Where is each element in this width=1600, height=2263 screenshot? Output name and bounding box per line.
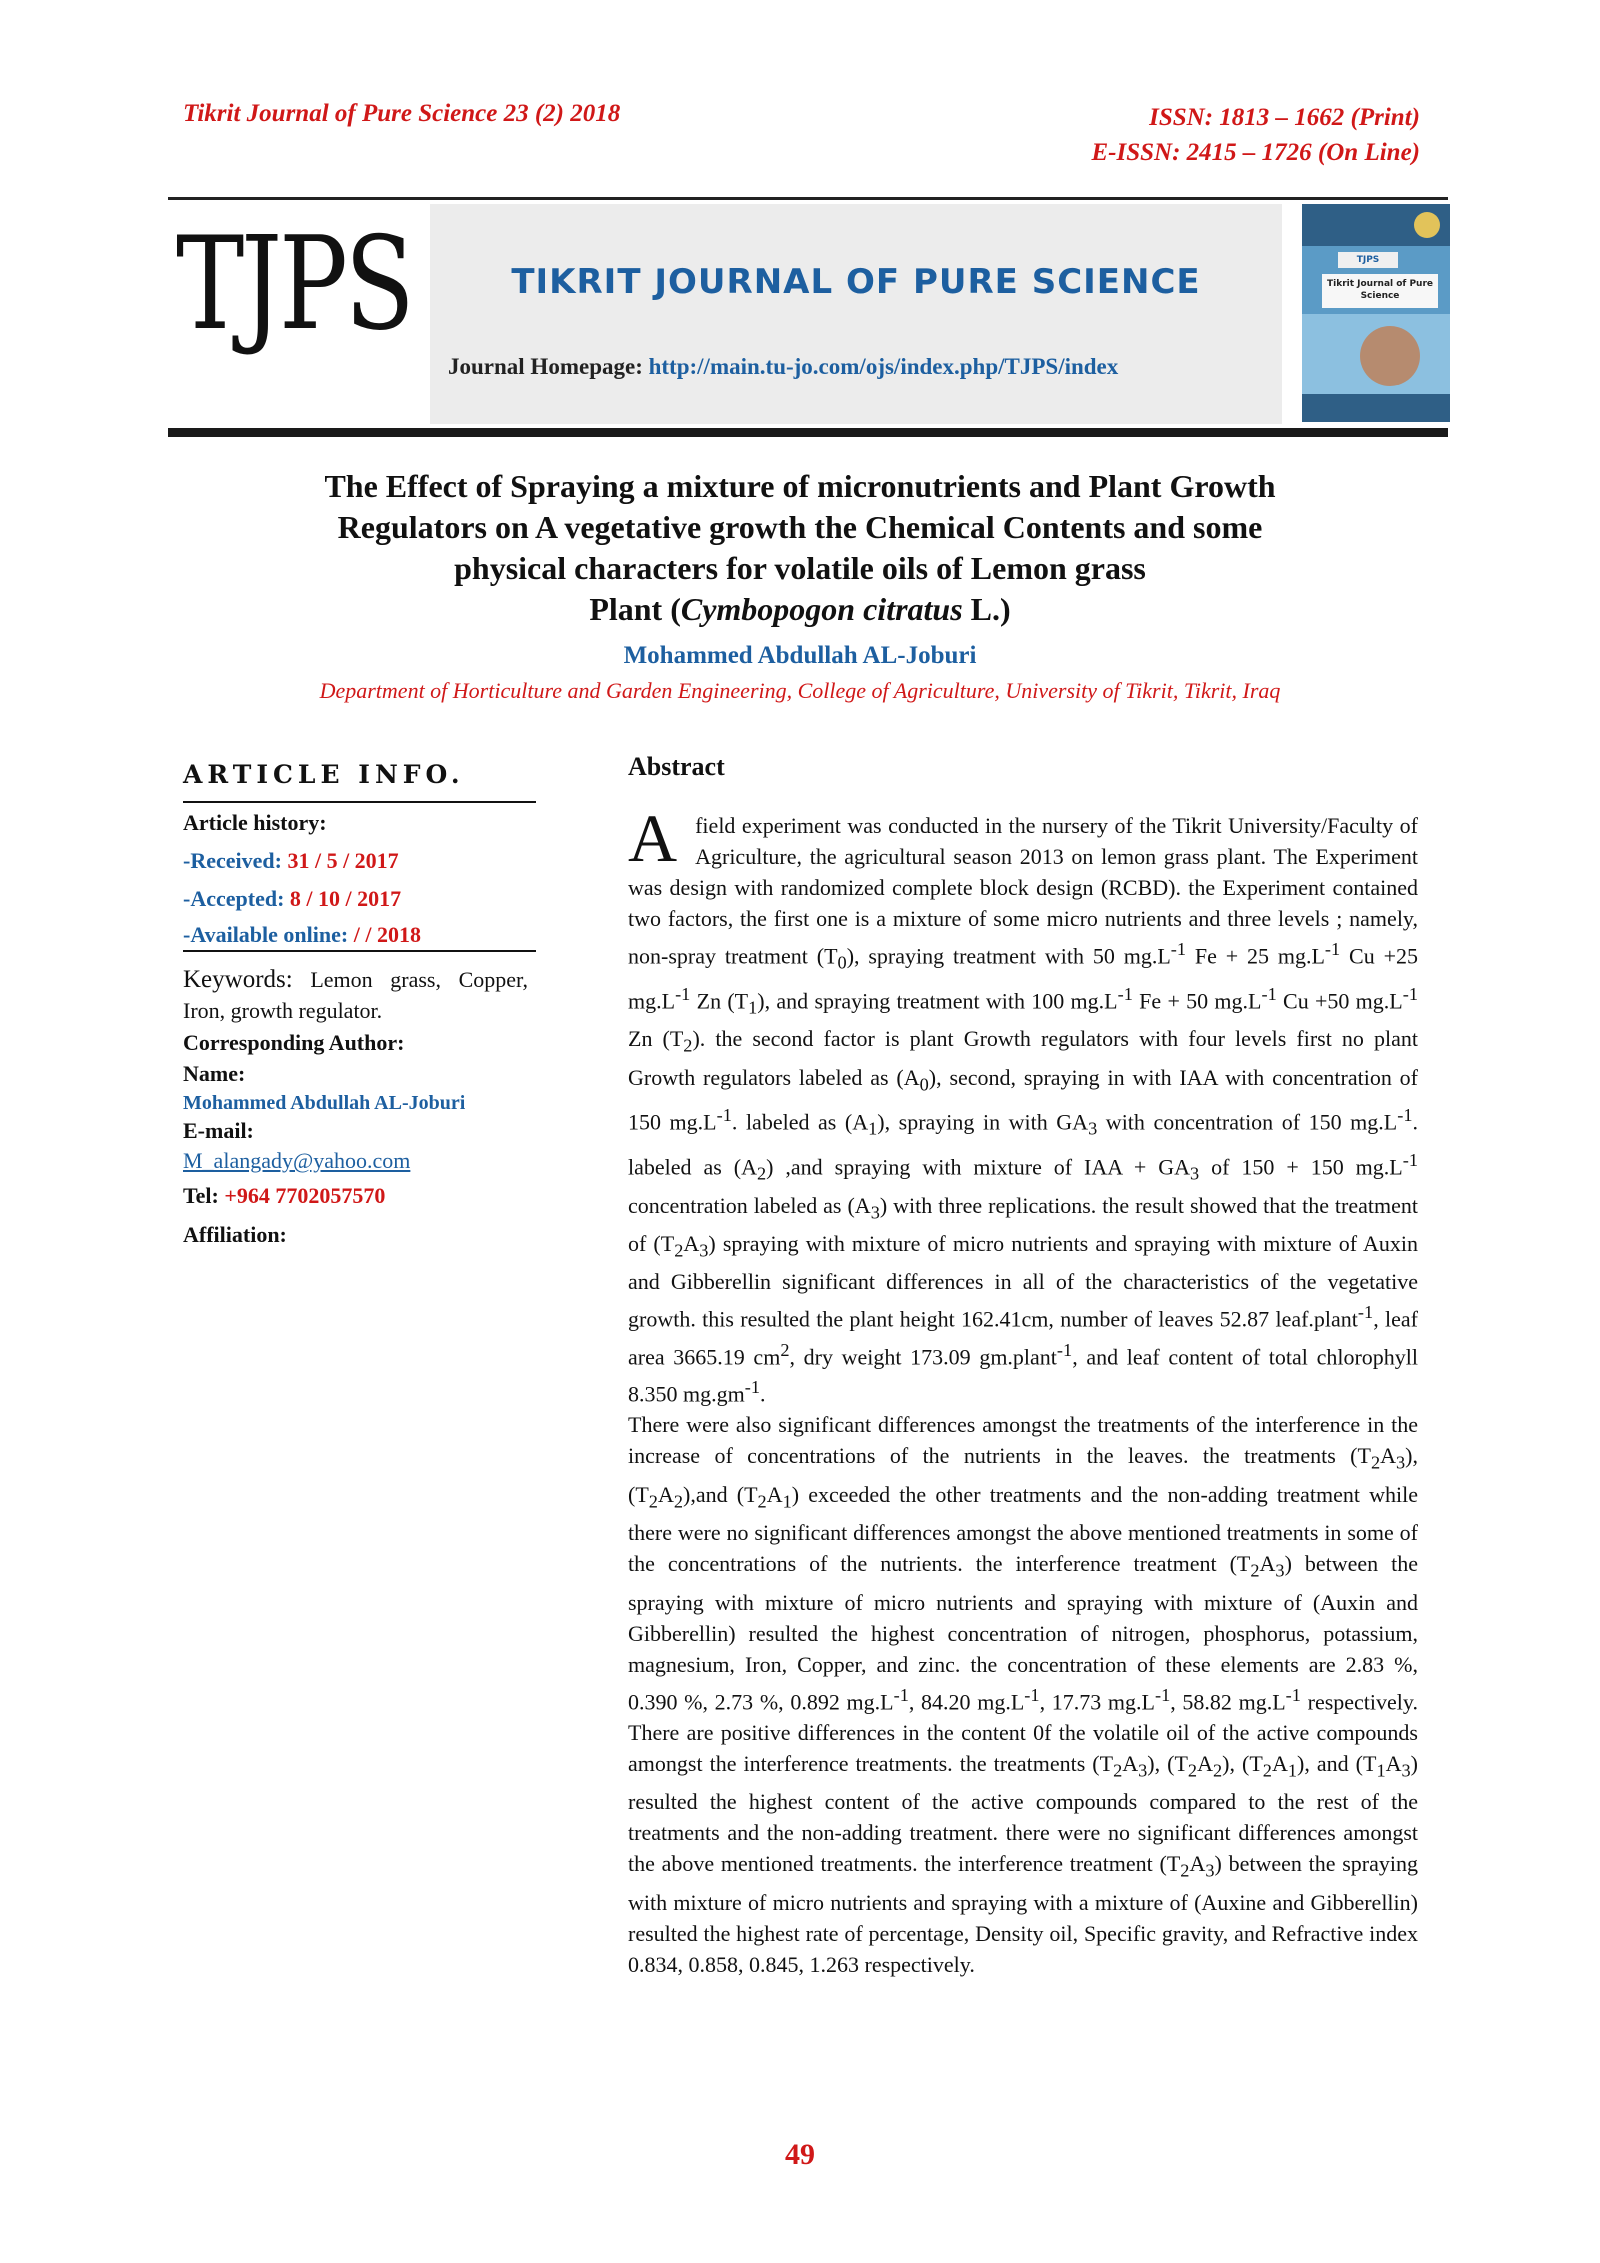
paper-title: The Effect of Spraying a mixture of micronutrients and Plant Growth Regulators on A vegetative growth the Chemical Contents and some physical characters for volatile oils of Lemon grass Plant (Cymbopogon citratus L.) (324, 468, 1276, 627)
keywords-list: Lemon grass, Copper, Iron, growth regulator. (183, 967, 528, 1023)
journal-name: TIKRIT JOURNAL OF PURE SCIENCE (511, 262, 1201, 302)
author-name: Mohammed Abdullah AL-Joburi (623, 642, 977, 669)
affiliation-label: Affiliation: (183, 1222, 287, 1247)
journal-homepage (448, 354, 1118, 380)
issn-print: ISSN: 1813 – 1662 (Print) (1149, 104, 1420, 131)
online-date: -Available online: / / 2018 (183, 922, 421, 947)
homepage-label: Journal Homepage: (448, 354, 643, 379)
abstract-paragraph-1: Afield experiment was conducted in the nursery of the Tikrit University/Faculty of Agriculture, the agricultural season 2013 on lemon grass plant. The Experiment was design with randomized complete block design (RCBD). the Experiment contained two factors, the first one is a mixture of some micro nutrients and three levels ; namely, non-spray treatment $(T_0)$, spraying treatment with 50 $mg.L^{-1}$ Fe + 25 $mg.L^{-1}$ Cu +25 $mg.L^{-1}$ Zn $(T_1)$, and spraying treatment with 100 $mg.L^{-1}$ Fe + 50 $mg.L^{-1}$ Cu +50 $mg.L^{-1}$ Zn $(T_2)$. the second factor is plant Growth regulators with four levels first no plant Growth regulators labeled as $(A_0)$, second, spraying in with IAA with concentration of 150 $mg.L^{-1}$. labeled as $(A_1)$, spraying in with $GA_3$ with concentration of 150 $mg.L^{-1}$. labeled as $(A_2)$ ,and spraying with mixture of IAA + $GA_3$ of 150 + 150 $mg.L^{-1}$ concentration labeled as $(A_3)$ with three replications. the result showed that the treatment of $(T_2A_3)$ spraying with mixture of micro nutrients and spraying with mixture of Auxin and Gibberellin significant differences in all of the characteristics of the vegetative growth. this resulted the plant height 162.41cm, number of leaves 52.87 leaf.plant$^{-1}$, leaf area 3665.19 $cm^2$, dry weight 173.09 gm.plant$^{-1}$, and leaf content of total chlorophyll 8.350 $mg.gm^{-1}$. (628, 800, 1419, 1407)
journal-logo: TJPS (176, 210, 412, 359)
author-affiliation: Department of Horticulture and Garden Engineering, College of Agriculture, University of Tikrit, Tikrit, Iraq (319, 678, 1281, 703)
masthead-banner (430, 204, 1282, 424)
header-rule (168, 197, 1448, 200)
cover-tag: TJPS (1338, 252, 1398, 268)
journal-cover-image (1302, 204, 1450, 422)
masthead-rule (168, 428, 1448, 437)
keywords (183, 964, 528, 1026)
keywords-label: Keywords: (183, 966, 293, 993)
article-history-label: Article history: (183, 810, 327, 835)
corresponding-name: Mohammed Abdullah AL-Joburi (183, 1092, 466, 1114)
abstract-body (628, 800, 1419, 1980)
article-info-heading: ARTICLE INFO. (183, 760, 465, 789)
cover-title: Tikrit Journal of Pure Science (1322, 274, 1438, 308)
issn-online: E-ISSN: 2415 – 1726 (On Line) (1091, 139, 1420, 166)
abstract-heading: Abstract (628, 752, 725, 781)
corresponding-author-label: Corresponding Author: (183, 1030, 405, 1055)
homepage-link[interactable]: http://main.tu-jo.com/ojs/index.php/TJPS/index (648, 354, 1119, 379)
received-date: -Received: 31 / 5 / 2017 (183, 848, 399, 873)
abstract-paragraph-2: There were also significant differences amongst the treatments of the interference in the increase of concentrations of the nutrients in the leaves. the treatments $(T_2A_3)$, $(T_2A_2),and$ $(T_2A_1)$ exceeded the other treatments and the non-adding treatment while there were no significant differences amongst the above mentioned treatments in some of the concentrations of the nutrients. the interference treatment $(T_2A_3)$ between the spraying with mixture of micro nutrients and spraying with mixture of (Auxin and Gibberellin) resulted the highest concentration of nitrogen, phosphorus, potassium, magnesium, Iron, Copper, and zinc. the concentration of these elements are 2.83 %, 0.390 %, 2.73 %, 0.892 $mg.L^{-1}$, 84.20 $mg.L^{-1}$, 17.73 $mg.L^{-1}$, 58.82 $mg.L^{-1}$ respectively. There are positive differences in the content 0f the volatile oil of the active compounds amongst the interference treatments. the treatments $(T_2A_3)$, $(T_2A_2)$, $(T_2A_1)$, and $(T_1A_3)$ resulted the highest content of the active compounds compared to the rest of the treatments and the non-adding treatment. there were no significant differences amongst the above mentioned treatments. the interference treatment $(T_2A_3)$ between the spraying with mixture of micro nutrients and spraying with a mixture of (Auxine and Gibberellin) resulted the highest rate of percentage, Density oil, Specific gravity, and Refractive index 0.834, 0.858, 0.845, 1.263 respectively. (628, 1412, 1419, 1977)
email-label: E-mail: (183, 1118, 254, 1143)
crest-icon (1414, 212, 1440, 238)
issn-block (1092, 100, 1421, 170)
email-link[interactable]: M_alangady@yahoo.com (183, 1148, 411, 1173)
article-info-rule-2 (183, 950, 536, 952)
article-info-rule (183, 801, 536, 803)
page-number: 49 (785, 2138, 815, 2171)
accepted-date: -Accepted: 8 / 10 / 2017 (183, 886, 402, 911)
drop-cap: A (628, 800, 678, 876)
journal-citation: Tikrit Journal of Pure Science 23 (2) 2018 (183, 100, 621, 127)
telephone: Tel: +964 7702057570 (183, 1183, 386, 1208)
name-label: Name: (183, 1061, 246, 1086)
